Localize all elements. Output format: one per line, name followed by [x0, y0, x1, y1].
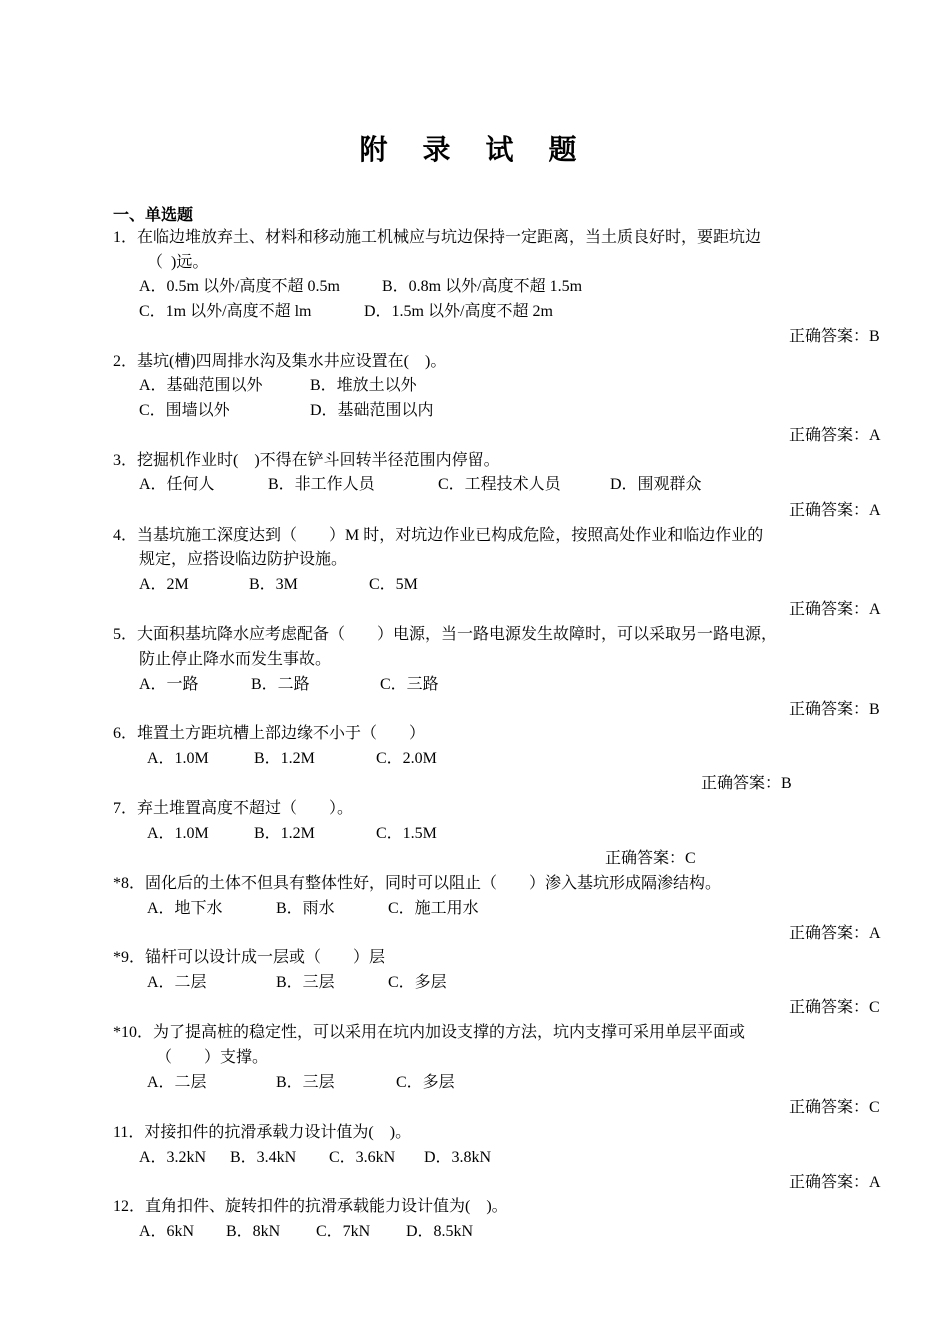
question-1-stem-cont: （ )远。: [147, 254, 209, 271]
question-2-option-a: A．基础范围以外: [139, 377, 263, 394]
question-10-stem: *10．为了提高桩的稳定性，可以采用在坑内加设支撑的方法，坑内支撑可采用单层平面或: [113, 1024, 746, 1041]
question-11-option-a: A．3.2kN: [139, 1149, 207, 1166]
question-5-stem: 5．大面积基坑降水应考虑配备（ ）电源，当一路电源发生故障时，可以采取另一路电源，: [113, 626, 778, 643]
question-12-option-a: A．6kN: [139, 1223, 195, 1240]
question-7-option-c: C．1.5M: [376, 825, 437, 842]
question-3-option-c: C．工程技术人员: [438, 476, 561, 493]
question-7-stem: 7．弃土堆置高度不超过（ ）。: [113, 800, 354, 817]
question-1-option-c: C．1m 以外/高度不超 lm: [139, 303, 312, 320]
question-2-option-b: B．堆放土以外: [310, 377, 417, 394]
question-4-stem: 4．当基坑施工深度达到（ ）M 时，对坑边作业已构成危险，按照高处作业和临边作业的: [113, 527, 764, 544]
question-1-option-d: D．1.5m 以外/高度不超 2m: [364, 303, 553, 320]
question-9-option-a: A．二层: [147, 974, 207, 991]
question-8-option-a: A．地下水: [147, 900, 223, 917]
question-10-option-c: C．多层: [396, 1074, 455, 1091]
question-10-option-a: A．二层: [147, 1074, 207, 1091]
question-1-option-a: A．0.5m 以外/高度不超 0.5m: [139, 278, 340, 295]
question-3-option-b: B．非工作人员: [268, 476, 375, 493]
question-6-option-b: B．1.2M: [254, 750, 315, 767]
question-5-option-b: B．二路: [251, 676, 310, 693]
page-title: 附 录 试 题: [359, 135, 591, 166]
question-6-option-c: C．2.0M: [376, 750, 437, 767]
question-5-option-a: A．一路: [139, 676, 199, 693]
question-10-option-b: B．三层: [276, 1074, 335, 1091]
question-1-option-b: B．0.8m 以外/高度不超 1.5m: [382, 278, 583, 295]
question-7-option-a: A．1.0M: [147, 825, 209, 842]
question-2-answer: 正确答案：A: [789, 427, 881, 444]
question-6-option-a: A．1.0M: [147, 750, 209, 767]
question-11-option-b: B．3.4kN: [230, 1149, 297, 1166]
question-1-stem: 1．在临边堆放弃土、材料和移动施工机械应与坑边保持一定距离，当土质良好时，要距坑边: [113, 229, 762, 246]
question-9-option-c: C．多层: [388, 974, 447, 991]
question-3-stem: 3．挖掘机作业时( )不得在铲斗回转半径范围内停留。: [113, 452, 500, 469]
question-8-stem: *8．固化后的土体不但具有整体性好，同时可以阻止（ ）渗入基坑形成隔渗结构。: [113, 875, 722, 892]
question-2-option-d: D．基础范围以内: [310, 402, 434, 419]
question-10-stem-cont: （ ）支撑。: [156, 1049, 269, 1066]
question-3-option-a: A．任何人: [139, 476, 215, 493]
question-9-option-b: B．三层: [276, 974, 335, 991]
question-5-stem-cont: 防止停止降水而发生事故。: [139, 651, 332, 668]
question-7-answer: 正确答案：C: [605, 850, 696, 867]
question-9-stem: *9．锚杆可以设计成一层或（ ）层: [113, 949, 386, 966]
question-12-option-b: B．8kN: [226, 1223, 281, 1240]
question-4-answer: 正确答案：A: [789, 601, 881, 618]
question-9-answer: 正确答案：C: [789, 999, 880, 1016]
section-heading: 一、单选题: [113, 205, 194, 224]
question-11-option-c: C．3.6kN: [329, 1149, 396, 1166]
question-11-answer: 正确答案：A: [789, 1174, 881, 1191]
question-12-stem: 12．直角扣件、旋转扣件的抗滑承载能力设计值为( )。: [113, 1198, 508, 1215]
question-4-option-c: C．5M: [369, 576, 418, 593]
question-6-stem: 6．堆置土方距坑槽上部边缘不小于（ ）: [113, 725, 426, 742]
question-8-option-c: C．施工用水: [388, 900, 479, 917]
question-8-answer: 正确答案：A: [789, 925, 881, 942]
question-11-option-d: D．3.8kN: [424, 1149, 492, 1166]
question-10-answer: 正确答案：C: [789, 1099, 880, 1116]
question-4-stem-cont: 规定，应搭设临边防护设施。: [139, 551, 348, 568]
question-8-option-b: B．雨水: [276, 900, 335, 917]
question-3-option-d: D．围观群众: [610, 476, 702, 493]
question-5-option-c: C．三路: [380, 676, 439, 693]
question-12-option-d: D．8.5kN: [406, 1223, 474, 1240]
question-4-option-a: A．2M: [139, 576, 189, 593]
question-2-stem: 2．基坑(槽)四周排水沟及集水井应设置在( )。: [113, 353, 447, 370]
question-4-option-b: B．3M: [249, 576, 298, 593]
question-6-answer: 正确答案：B: [701, 775, 792, 792]
question-7-option-b: B．1.2M: [254, 825, 315, 842]
question-1-answer: 正确答案：B: [789, 328, 880, 345]
question-5-answer: 正确答案：B: [789, 701, 880, 718]
question-11-stem: 11．对接扣件的抗滑承载力设计值为( )。: [113, 1124, 412, 1141]
question-2-option-c: C．围墙以外: [139, 402, 230, 419]
question-3-answer: 正确答案：A: [789, 502, 881, 519]
question-12-option-c: C．7kN: [316, 1223, 371, 1240]
